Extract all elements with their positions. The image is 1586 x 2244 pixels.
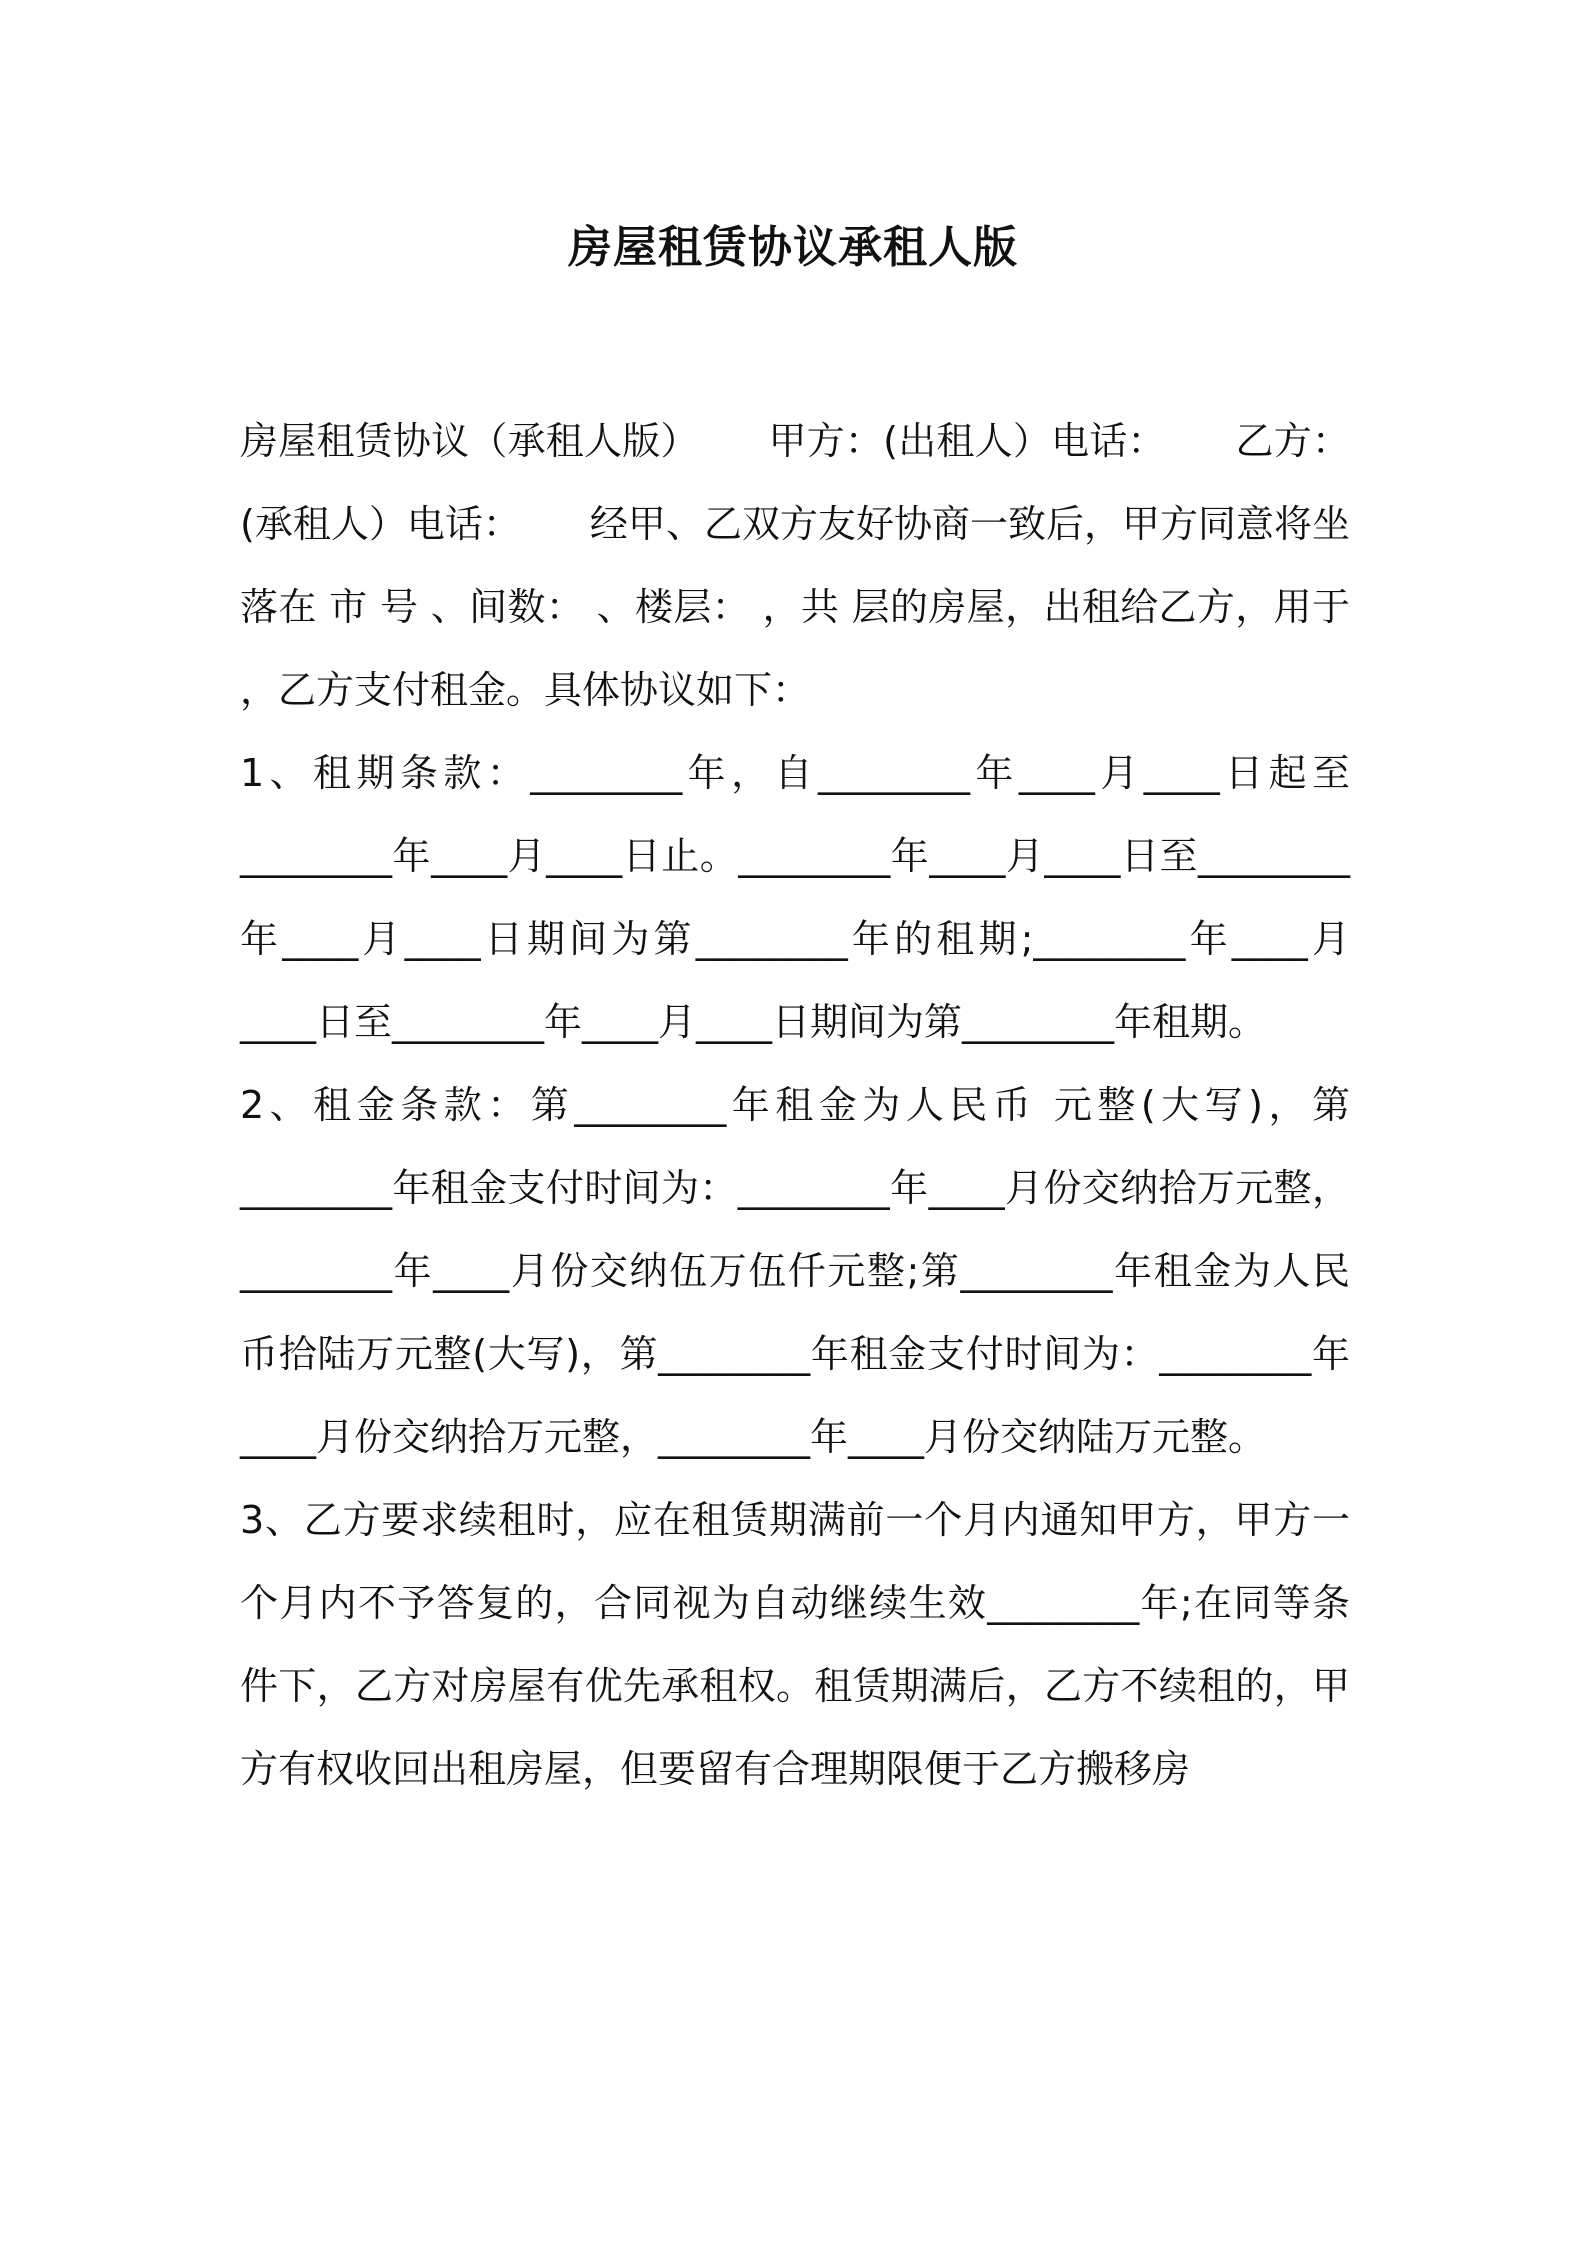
document-title: 房屋租赁协议承租人版 <box>568 222 1018 273</box>
clause-lease-term: 1、租期条款：________年，自________年____月____日起至________年____月____日止。________年____月____日至________年____月____日期间为第________年的租期;________年____月____日至________年____月____日期间为第________年租期。 <box>240 751 1350 1044</box>
document-body <box>240 400 1350 1811</box>
intro-paragraph: 房屋租赁协议（承租人版） 甲方：(出租人）电话： 乙方：(承租人）电话： 经甲、乙双方友好协商一致后，甲方同意将坐落在 市 号 、间数： 、楼层： ，共 层的房屋，出租给乙方，用于 ，乙方支付租金。具体协议如下： <box>240 419 1350 712</box>
clause-rent: 2、租金条款：第________年租金为人民币 元整(大写)，第________年租金支付时间为：________年____月份交纳拾万元整，________年____月份交纳伍万伍仟元整;第________年租金为人民币拾陆万元整(大写)，第________年租金支付时间为：________年____月份交纳拾万元整，________年____月份交纳陆万元整。 <box>240 1083 1350 1459</box>
clause-renewal: 3、乙方要求续租时，应在租赁期满前一个月内通知甲方，甲方一个月内不予答复的，合同视为自动继续生效________年;在同等条件下，乙方对房屋有优先承租权。租赁期满后，乙方不续租的，甲方有权收回出租房屋，但要留有合理期限便于乙方搬移房 <box>240 1498 1350 1791</box>
